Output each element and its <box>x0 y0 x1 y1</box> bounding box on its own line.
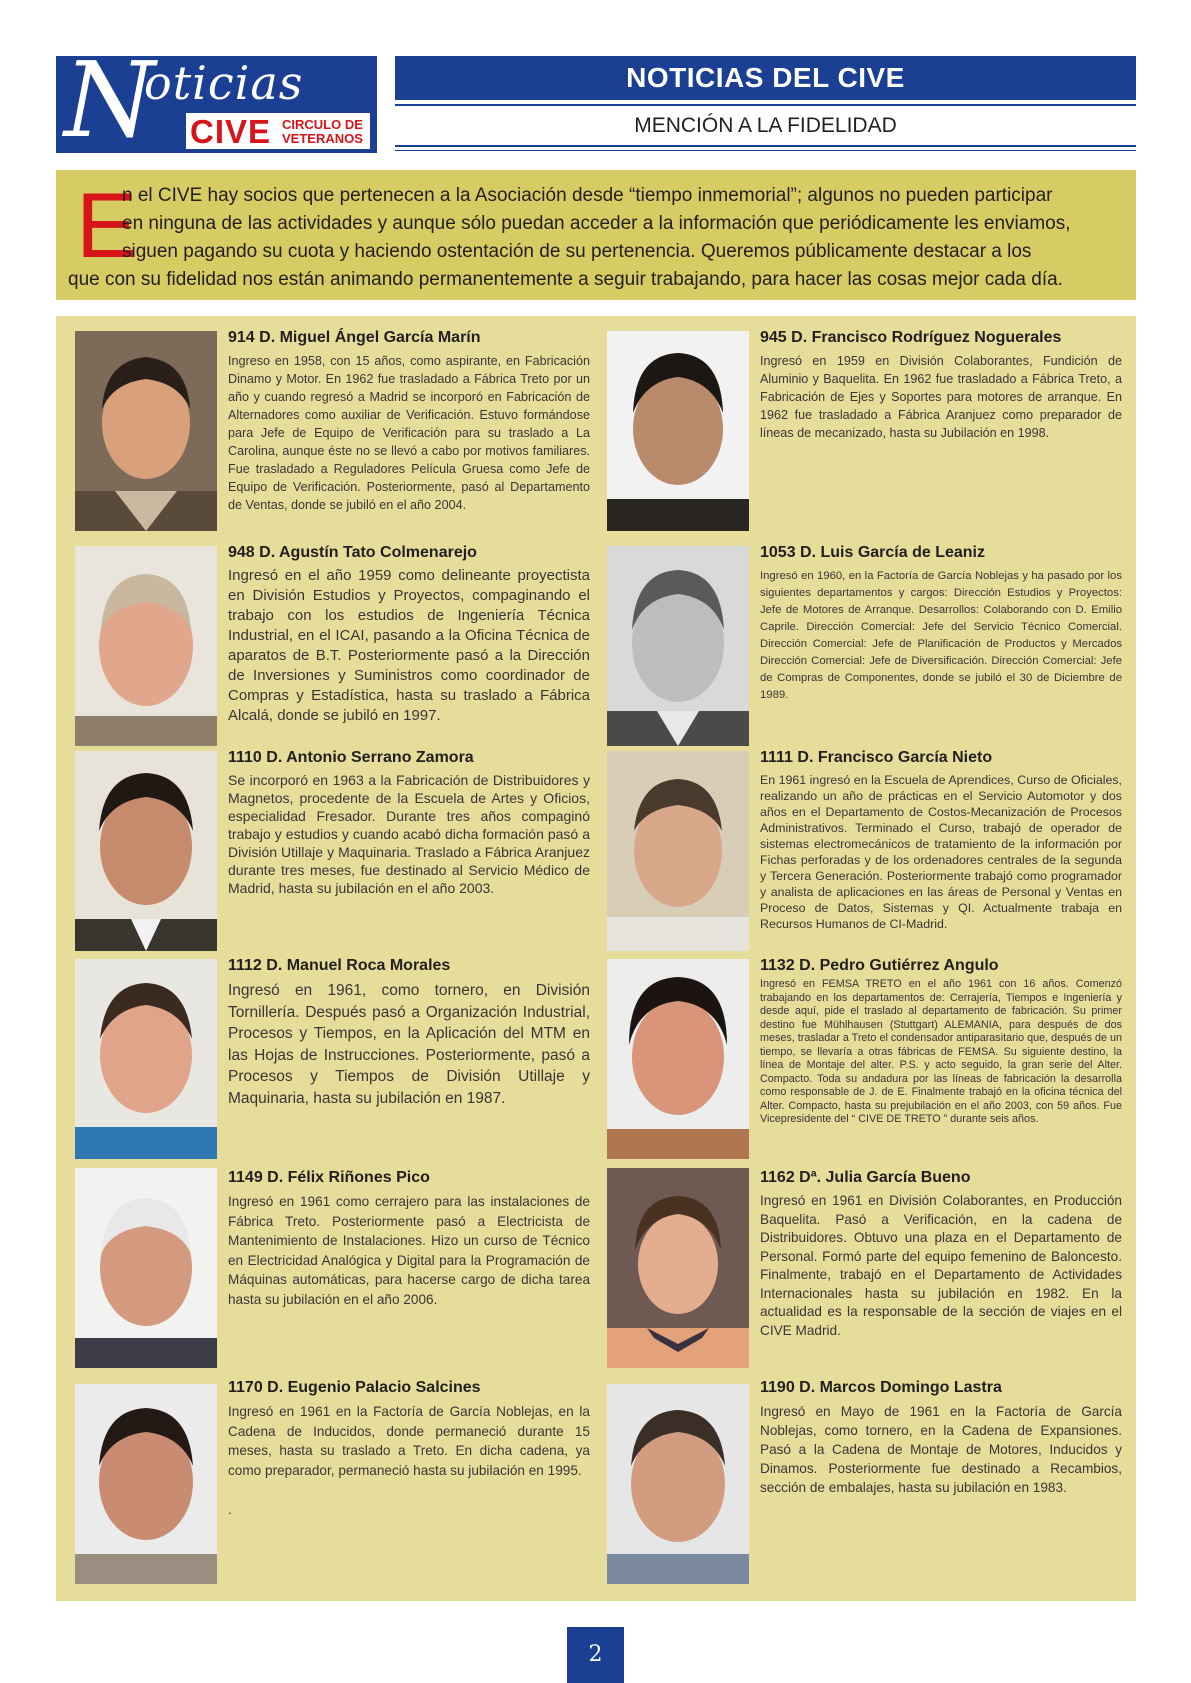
intro-line-1: n el CIVE hay socios que pertenecen a la Asociación desde “tiempo inmemorial”; algunos no pueden participar <box>122 185 1053 206</box>
member-bio-trailing-dot: . <box>228 1502 232 1517</box>
member-bio: Ingresó en el año 1959 como delineante proyectista en División Estudios y Proyectos, compaginando el trabajo con los estudios de Ingeniería Técnica Industrial, en el ICAI, pasando a la Oficina Técnica de aparatos de B.T. Posteriormente pasó a la Dirección de Inversiones y Suministros como coordinador de Compras y Estadística, hasta su traslado a Fábrica Alcalá, donde se jubiló en 1997. <box>228 567 590 724</box>
member-bio: Ingresó en Mayo de 1961 en la Factoría de García Noblejas, como tornero, en la Cadena de Expansiones. Pasó a la Cadena de Montaje de Motores, Inducidos y Dinamos. Posteriormente fue destinado a Recambios, sección de embalajes, hasta su jubilación en 1983. <box>760 1404 1122 1495</box>
member-name: 1132 D. Pedro Gutiérrez Angulo <box>760 957 999 974</box>
member-photo <box>75 546 217 746</box>
member-name: 1170 D. Eugenio Palacio Salcines <box>228 1379 481 1396</box>
member-photo <box>607 1384 749 1584</box>
member-name: 1190 D. Marcos Domingo Lastra <box>760 1379 1002 1396</box>
member-photo <box>75 331 217 531</box>
member-photo <box>607 751 749 951</box>
member-bio: Ingresó en FEMSA TRETO en el año 1961 con 16 años. Comenzó trabajando en los departamentos de: Cerrajería, Tiempos e Ingeniería y desde aquí, pide el traslado al departamento de fabricación. Su primer destino fue Mühlhausen (Stuttgart) ALEMANIA, para después de dos meses, trasladar a Treto el condensador antiparasitario que, después de un tiempo, se llevaría a otras fábricas de FEMSA. Su siguiente destino, la línea de Montaje del alter. P.S. y acto seguido, la gran serie del Alter. Compacto. Toda su andadura por las líneas de fabricación la desarrolla como responsable de J. de E. Finalmente trabajó en la oficina técnica del Alter. Compacto, hasta su prejubilación en el año 2003, con 59 años. Fue Vicepresidente del “ CIVE DE TRETO ” durante seis años. <box>760 978 1122 1125</box>
member-name: 948 D. Agustín Tato Colmenarejo <box>228 544 477 561</box>
intro-line-2: en ninguna de las actividades y aunque sólo puedan acceder a la información que periódicamente les enviamos, <box>122 213 1071 234</box>
member-name: 1111 D. Francisco García Nieto <box>760 749 993 766</box>
title-rule-bottom <box>395 145 1136 147</box>
member-bio: En 1961 ingresó en la Escuela de Aprendices, Curso de Oficiales, realizando un año de prácticas en el Servicio Automotor y dos años en el Departamento de Costos-Mecanización de Procesos Administrativos. Terminado el Curso, trabajó de operador de sistemas electromecánicos de tratamiento de la información por Fichas perforadas y de los ordenadores centrales de la segunda y Tercera Generación. Posteriormente trabajó como programador y analista de aplicaciones en las áreas de Personal y Ventas en Proceso de Datos, Sistemas y QI. Actualmente trabaja en Recursos Humanos de CI-Madrid. <box>760 773 1122 931</box>
member-photo <box>607 959 749 1159</box>
page-subtitle: MENCIÓN A LA FIDELIDAD <box>634 114 897 137</box>
member-bio: Se incorporó en 1963 a la Fabricación de Distribuidores y Magnetos, procedente de la Escuela de Artes y Oficios, especialidad Fresador. Durante tres años compaginó trabajo y estudios y cuando acabó dicha formación pasó a División Utillaje y Maquinaria. Traslado a Fábrica Aranjuez durante tres meses, fue destinado al Servicio Médico de Madrid, hasta su jubilación en el año 2003. <box>228 772 590 896</box>
member-bio: Ingresó en 1961 como cerrajero para las instalaciones de Fábrica Treto. Posteriormente pasó a Electricista de Mantenimiento de Instalaciones. Hizo un curso de Técnico en Electricidad Analógica y Digital para la Programación de Máquinas automáticas, para hacerse cargo de dicha tarea hasta su jubilación en el año 2006. <box>228 1194 590 1307</box>
member-photo <box>75 751 217 951</box>
member-bio: Ingresó en 1959 en División Colaborantes, Fundición de Aluminio y Baquelita. En 1962 fue trasladado a Fábrica Treto, a Fabricación de Ejes y Soportes para motores de arranque. En 1962 fue trasladado a Fábrica Aranjuez como preparador de líneas de mecanizado, hasta su Jubilación en 1998. <box>760 354 1122 440</box>
logo-initial: N <box>64 56 155 153</box>
member-photo <box>75 959 217 1159</box>
member-photo <box>75 1168 217 1368</box>
noticias-cive-logo <box>56 56 377 153</box>
member-photo <box>607 1168 749 1368</box>
intro-box <box>56 170 1136 300</box>
logo-circulo-line1: CIRCULO DE <box>282 117 363 132</box>
logo-cive: CIVE <box>190 113 272 150</box>
member-name: 945 D. Francisco Rodríguez Noguerales <box>760 329 1062 346</box>
members-panel <box>56 316 1136 1601</box>
member-name: 1149 D. Félix Riñones Pico <box>228 1169 430 1186</box>
member-photo <box>75 1384 217 1584</box>
logo-circulo-line2: VETERANOS <box>282 131 363 146</box>
member-photo <box>607 331 749 531</box>
member-name: 1110 D. Antonio Serrano Zamora <box>228 749 474 766</box>
logo-circulo <box>282 118 363 146</box>
member-photo <box>607 546 749 746</box>
member-bio: Ingresó en 1960, en la Factoría de García Noblejas y ha pasado por los siguientes departamentos y cargos: Dirección Estudios y Proyectos: Jefe de Motores de Arranque. Desarrollos: Colaborando con D. Emilio Caprile. Dirección Comercial: Jefe del Servicio Técnico Comercial. Dirección Comercial: Jefe de Planificación de Productos y Mercados Dirección Comercial: Jefe de Diversificación. Dirección Comercial: Jefe de Compras de Componentes, donde se jubiló el 30 de Diciembre de 1989. <box>760 570 1122 701</box>
intro-line-4: que con su fidelidad nos están animando permanentemente a seguir trabajando, para hacer las cosas mejor cada día. <box>68 269 1063 290</box>
member-bio: Ingresó en 1961 en División Colaborantes, en Producción Baquelita. Pasó a Verificación, en la cadena de Distribuidores. Obtuvo una plaza en el Departamento de Personal. Formó parte del equipo femenino de Baloncesto. Finalmente, trabajó en el Departamento de Actividades Internacionales hasta su jubilación en 1982. En la actualidad es la responsable de la sección de viajes en el CIVE Madrid. <box>760 1193 1122 1338</box>
intro-dropcap: E <box>76 175 138 277</box>
title-rule-top <box>395 104 1136 106</box>
intro-line-3: siguen pagando su cuota y haciendo ostentación de su pertenencia. Queremos públicamente destacar a los <box>122 241 1032 262</box>
member-name: 914 D. Miguel Ángel García Marín <box>228 329 481 346</box>
member-bio: Ingresó en 1961, como tornero, en División Tornillería. Después pasó a Organización Industrial, Procesos y Tiempos, en la Aplicación del MTM en las Hojas de Instrucciones. Posteriormente, pasó a Procesos y Tiempos de División Utillaje y Maquinaria, hasta su jubilación en 1987. <box>228 982 590 1107</box>
logo-word: oticias <box>144 56 304 110</box>
member-name: 1112 D. Manuel Roca Morales <box>228 957 451 974</box>
page-title: NOTICIAS DEL CIVE <box>395 56 1136 100</box>
member-bio: Ingreso en 1958, con 15 años, como aspirante, en Fabricación Dinamo y Motor. En 1962 fue trasladado a Fábrica Treto por un año y cuando regresó a Madrid se incorporó en Fabricación de Alternadores como auxiliar de Verificación. Estuvo formándose para Jefe de Equipo de Verificación para su traslado a La Carolina, aunque éste no se llevó a cabo por motivos familiares. Fue trasladado a Reguladores Película Gruesa como Jefe de Equipo de Verificación. Posteriormente, pasó al Departamento de Ventas, donde se jubiló en el año 2004. <box>228 354 590 512</box>
member-name: 1162 Dª. Julia García Bueno <box>760 1169 971 1186</box>
title-rule-bottom-thin <box>395 150 1136 151</box>
member-bio: Ingresó en 1961 en la Factoría de García Noblejas, en la Cadena de Inducidos, donde permaneció durante 15 meses, hasta su traslado a Treto. En dicha cadena, ya como preparador, permaneció hasta su jubilación en 1995. <box>228 1404 590 1478</box>
page-number: 2 <box>567 1627 624 1683</box>
member-name: 1053 D. Luis García de Leaniz <box>760 544 985 561</box>
